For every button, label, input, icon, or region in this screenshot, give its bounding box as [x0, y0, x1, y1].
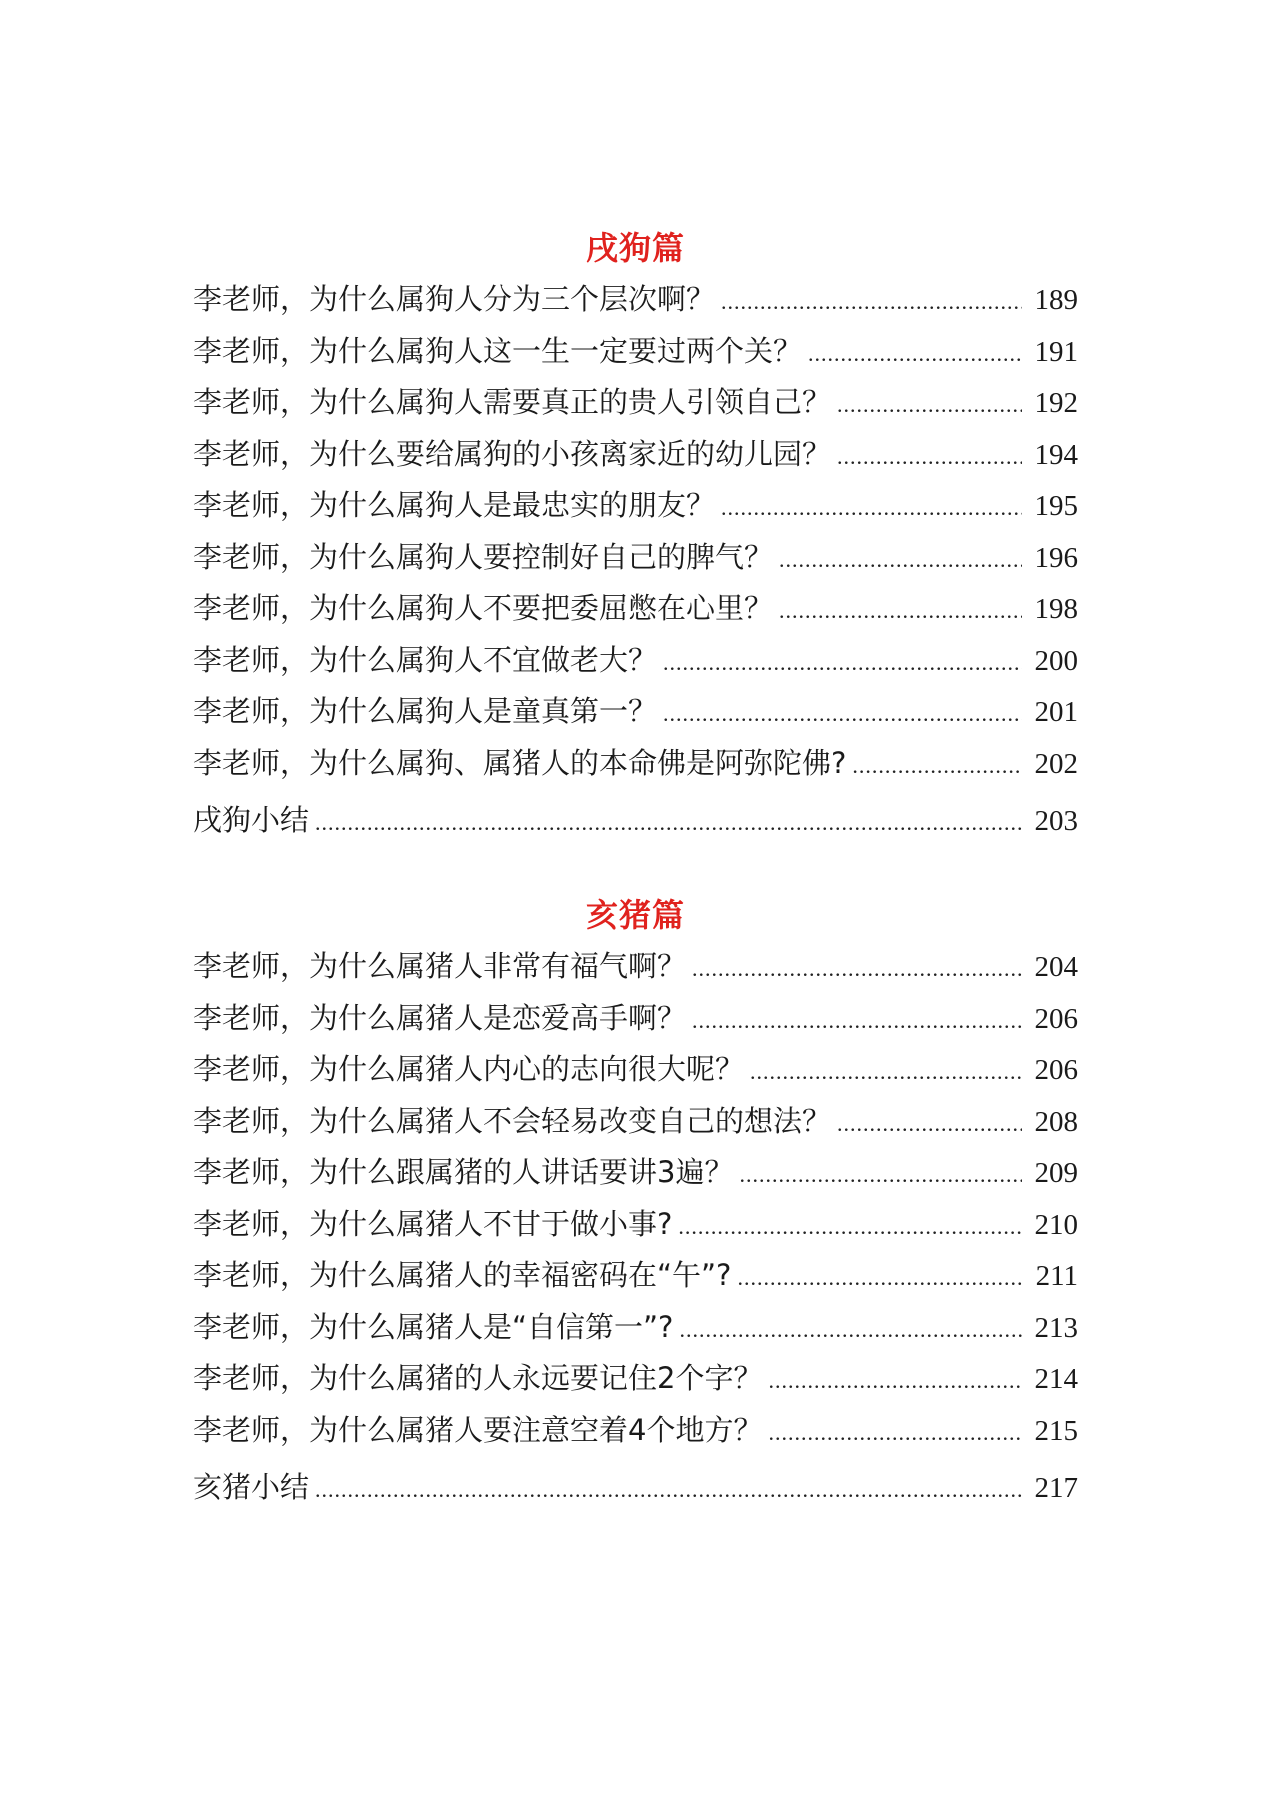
dot-leader [768, 1355, 1022, 1407]
toc-summary-entry[interactable] [193, 795, 1078, 847]
entry-page-number: 208 [1034, 1105, 1078, 1138]
toc-entry[interactable] [193, 429, 1078, 481]
toc-entry[interactable] [193, 1353, 1078, 1405]
dot-leader [315, 1464, 1022, 1516]
entry-page-number: 206 [1034, 1002, 1078, 1035]
toc-entry[interactable] [193, 738, 1078, 790]
entry-title: 李老师，为什么属狗人需要真正的贵人引领自己？ [193, 385, 832, 419]
entry-title: 李老师，为什么跟属猪的人讲话要讲3遍？ [193, 1155, 734, 1189]
toc-entry[interactable] [193, 326, 1078, 378]
entry-title: 李老师，为什么属狗人是最忠实的朋友？ [193, 488, 716, 522]
toc-entry[interactable] [193, 583, 1078, 635]
entry-page-number: 210 [1034, 1208, 1078, 1241]
dot-leader [721, 276, 1022, 328]
toc-entry[interactable] [193, 635, 1078, 687]
entry-title: 李老师，为什么属猪人是恋爱高手啊？ [193, 1000, 687, 1035]
entry-title: 李老师，为什么属狗人不要把委屈憋在心里？ [193, 591, 774, 625]
dot-leader [837, 431, 1022, 483]
entry-page-number: 202 [1034, 747, 1078, 780]
entry-title: 李老师，为什么属狗人分为三个层次啊？ [193, 282, 716, 316]
dot-leader [663, 688, 1022, 740]
toc-entry[interactable] [193, 941, 1078, 993]
dot-leader [837, 1098, 1022, 1150]
entry-page-number: 206 [1034, 1054, 1078, 1086]
entry-page-number: 215 [1034, 1414, 1078, 1447]
dot-leader [737, 1252, 1022, 1304]
entry-page-number: 189 [1034, 284, 1078, 316]
dot-leader [779, 585, 1022, 637]
toc-entry[interactable] [193, 1250, 1078, 1302]
dot-leader [679, 1304, 1022, 1356]
summary-title: 戌狗小结 [193, 803, 310, 837]
summary-page-number: 217 [1034, 1472, 1078, 1504]
dot-leader [837, 379, 1022, 431]
toc-entry[interactable] [193, 993, 1078, 1045]
toc-entry[interactable] [193, 1199, 1078, 1251]
entry-page-number: 214 [1034, 1363, 1078, 1395]
dot-leader [663, 637, 1022, 689]
entry-page-number: 200 [1034, 644, 1078, 677]
toc-entry[interactable] [193, 1044, 1078, 1096]
toc-entry[interactable] [193, 1302, 1078, 1354]
entry-title: 李老师，为什么属狗人是童真第一？ [193, 694, 658, 728]
entry-title: 李老师，为什么属猪人不会轻易改变自己的想法？ [193, 1103, 832, 1138]
toc-section-dog [193, 228, 1078, 847]
toc-section-pig [193, 895, 1078, 1514]
dot-leader [739, 1149, 1022, 1201]
summary-page-number: 203 [1034, 805, 1078, 837]
dot-leader [808, 328, 1022, 380]
entry-title: 李老师，为什么属猪人不甘于做小事? [193, 1206, 673, 1241]
dot-leader [692, 943, 1022, 995]
entry-page-number: 195 [1034, 490, 1078, 522]
dot-leader [721, 482, 1022, 534]
toc-entry[interactable] [193, 1405, 1078, 1457]
entry-page-number: 192 [1034, 387, 1078, 419]
entry-title: 李老师，为什么属猪人是“自信第一”? [193, 1309, 674, 1344]
entry-page-number: 209 [1034, 1157, 1078, 1189]
entry-title: 李老师，为什么属猪的人永远要记住2个字？ [193, 1361, 763, 1395]
dot-leader [768, 1407, 1022, 1459]
entry-title: 李老师，为什么属猪人要注意空着4个地方？ [193, 1412, 763, 1447]
entry-title: 李老师，为什么要给属狗的小孩离家近的幼儿园？ [193, 436, 832, 471]
entry-title: 李老师，为什么属猪人的幸福密码在“午”? [193, 1258, 732, 1292]
toc-entry[interactable] [193, 274, 1078, 326]
dot-leader [852, 740, 1022, 792]
toc-entry[interactable] [193, 686, 1078, 738]
entry-title: 李老师，为什么属狗人不宜做老大？ [193, 642, 658, 677]
entry-page-number: 201 [1034, 696, 1078, 728]
dot-leader [678, 1201, 1022, 1253]
section-title: 亥猪篇 [585, 896, 685, 934]
entry-title: 李老师，为什么属狗人这一生一定要过两个关？ [193, 333, 803, 368]
summary-title: 亥猪小结 [193, 1470, 310, 1504]
entry-title: 李老师，为什么属狗、属猪人的本命佛是阿弥陀佛? [193, 745, 847, 780]
section-title: 戌狗篇 [585, 229, 685, 267]
toc-entry[interactable] [193, 480, 1078, 532]
entry-page-number: 198 [1034, 593, 1078, 625]
toc-summary-entry[interactable] [193, 1462, 1078, 1514]
entry-page-number: 196 [1034, 541, 1078, 574]
toc-entry[interactable] [193, 1147, 1078, 1199]
dot-leader [750, 1046, 1022, 1098]
toc-entry[interactable] [193, 532, 1078, 584]
dot-leader [779, 534, 1022, 586]
toc-entry[interactable] [193, 377, 1078, 429]
entry-title: 李老师，为什么属猪人非常有福气啊？ [193, 949, 687, 983]
entry-title: 李老师，为什么属狗人要控制好自己的脾气？ [193, 539, 774, 574]
entry-page-number: 211 [1035, 1260, 1078, 1292]
entry-page-number: 191 [1034, 335, 1078, 368]
toc-entry[interactable] [193, 1096, 1078, 1148]
entry-title: 李老师，为什么属猪人内心的志向很大呢？ [193, 1052, 745, 1086]
entry-page-number: 194 [1034, 438, 1078, 471]
dot-leader [315, 797, 1022, 849]
entry-page-number: 213 [1034, 1311, 1078, 1344]
dot-leader [692, 995, 1022, 1047]
entry-page-number: 204 [1034, 951, 1078, 983]
